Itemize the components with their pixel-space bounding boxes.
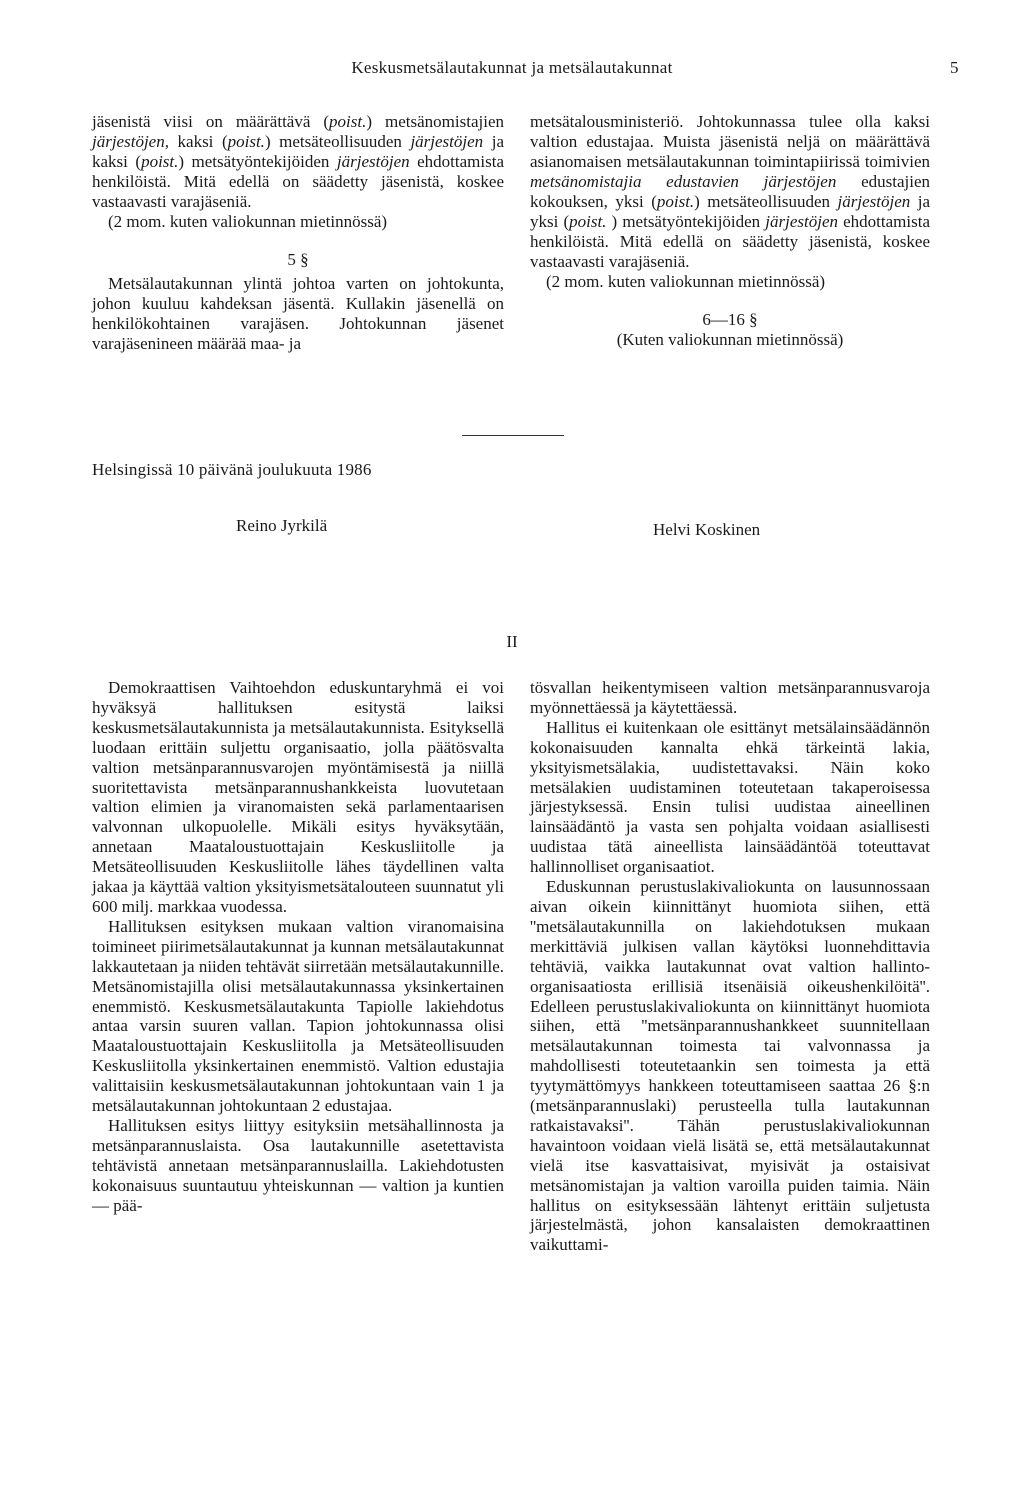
signature-reino-jyrkila: Reino Jyrkilä bbox=[236, 516, 328, 535]
page-number: 5 bbox=[950, 58, 959, 77]
paragraph: jäsenistä viisi on määrättävä (poist.) metsänomistajien järjestöjen, kaksi (poist.) metsäteollisuuden järjestöjen ja kaksi (poist.) metsätyöntekijöiden järjestöjen ehdottamista henkilöistä. Mitä edellä on säädetty jäsenistä, koskee vastaavasti varajäseniä. bbox=[92, 112, 504, 211]
signature-helvi-koskinen: Helvi Koskinen bbox=[653, 520, 761, 539]
divider-rule bbox=[462, 435, 564, 436]
upper-right-column bbox=[530, 112, 930, 350]
section-heading: 5 § bbox=[287, 250, 309, 269]
running-header-title: Keskusmetsälautakunnat ja metsälautakunnat bbox=[351, 58, 673, 77]
section-heading: 6—16 § bbox=[702, 310, 758, 329]
paragraph: Hallituksen esityksen mukaan valtion viranomaisina toimineet piirimetsälautakunnat ja kunnan metsälautakunnat lakkautetaan ja niiden tehtävät siirretään metsälautakunnille. Metsänomistajilla olisi metsälautakunnassa yksinkertainen enemmistö. Keskusmetsälautakunta Tapiolle lakiehdotus antaa varsin suuren vallan. Tapion johtokunnassa olisi Maataloustuottajain Keskusliitolla ja Metsäteollisuuden Keskusliitolla yksinkertainen enemmistö. Valtion edustajia valittaisiin keskusmetsälautakunnan johtokuntaan vain 1 ja metsälautakunnan johtokuntaan 2 edustajaa. bbox=[92, 916, 504, 1116]
lower-left-column bbox=[92, 678, 504, 1215]
paragraph: Metsälautakunnan ylintä johtoa varten on johtokunta, johon kuuluu kahdeksan jäsentä. Kullakin jäsenellä on henkilökohtainen varajäsen. Johtokunnan jäsenet varajäsenineen määrää maa- ja bbox=[92, 274, 504, 353]
paragraph: metsätalousministeriö. Johtokunnassa tulee olla kaksi valtion edustajaa. Muista jäsenistä neljä on määrättävä asianomaisen metsälautakunnan toimintapiirissä toimivien metsänomistajia edustavien järjestöjen edustajien kokouksen, yksi (poist.) metsäteollisuuden järjestöjen ja yksi (poist. ) metsätyöntekijöiden järjestöjen ehdottamista henkilöistä. Mitä edellä on säädetty jäsenistä, koskee vastaavasti varajäseniä. bbox=[530, 112, 931, 271]
place-date: Helsingissä 10 päivänä joulukuuta 1986 bbox=[92, 460, 372, 479]
section-numeral: II bbox=[506, 632, 518, 651]
lower-right-column bbox=[530, 678, 930, 1255]
paragraph: Demokraattisen Vaihtoehdon eduskuntaryhmä ei voi hyväksyä hallituksen esitystä laiksi keskusmetsälautakunnista ja metsälautakunnista. Esityksellä luodaan erittäin suljettu organisaatio, jolla päätösvalta valtion metsänparannusvarojen myöntämisestä ja niillä suoritettavista metsänparannushankkeista luovutetaan valtion elimien ja viranomaisten sekä parlamentaarisen valvonnan ulkopuolelle. Mikäli esitys hyväksytään, annetaan Maataloustuottajain Keskusliitolle ja Metsäteollisuuden Keskusliitolle lähes täydellinen valta jakaa ja käyttää valtion yksityismetsätalouteen suunnatut yli 600 milj. markkaa vuodessa. bbox=[92, 678, 504, 916]
paragraph: Hallitus ei kuitenkaan ole esittänyt metsälainsäädännön kokonaisuuden kannalta ehkä tärkeintä lakia, yksityismetsälakia, uudistettavaksi. Näin koko metsälakien uudistaminen toteutetaan takaperoisessa järjestyksessä. Ensin tulisi uudistaa aineellinen lainsäädäntö ja vasta sen pohjalta voidaan asiallisesti uudistaa tätä aineellista lainsäädäntöä toteuttavat hallinnolliset organisaatiot. bbox=[530, 717, 930, 877]
paragraph: Hallituksen esitys liittyy esityksiin metsähallinnosta ja metsänparannuslaista. Osa lautakunnille asetettavista tehtävistä annetaan metsänparannuslailla. Lakiehdotusten kokonaisuus suuntautuu yhteiskunnan — valtion ja kuntien — pää- bbox=[92, 1115, 504, 1215]
committee-note: (2 mom. kuten valiokunnan mietinnössä) bbox=[546, 272, 826, 291]
section-note: (Kuten valiokunnan mietinnössä) bbox=[616, 330, 844, 349]
paragraph: Eduskunnan perustuslakivaliokunta on lausunnossaan aivan oikein kiinnittänyt huomiota siihen, että ''metsälautakunnilla on lakiehdotuksen mukaan merkittäviä julkisen vallan käytöksi luonnehdittavia tehtäviä, vaikka lautakunnat ovat valtion hallinto-organisaatiosta erillisiä itsenäisiä oikeushenkilöitä''. Edelleen perustuslakivaliokunta on kiinnittänyt huomiota siihen, että ''metsänparannushankkeet suunnitellaan metsälautakunnan toimesta tai valvonnassa ja mahdollisesti toteutetaankin sen toimesta ja että tyytymättömyys hankkeen toteuttamiseen saattaa 26 §:n (metsänparannuslaki) perusteella tulla lautakunnan ratkaistavaksi''. Tähän perustuslakivaliokunnan havaintoon voidaan vielä lisätä se, että metsälautakunnat vielä itse kasvattaisivat, myisivät ja ostaisivat metsänomistajan ja valtion varoilla puiden taimia. Näin hallitus on esityksessään lähtenyt erittäin suljetusta järjestelmästä, johon kansalaisten demokraattinen vaikuttami- bbox=[530, 877, 930, 1255]
committee-note: (2 mom. kuten valiokunnan mietinnössä) bbox=[108, 212, 388, 231]
paragraph: tösvallan heikentymiseen valtion metsänparannusvaroja myönnettäessä ja käytettäessä. bbox=[530, 678, 930, 717]
upper-left-column bbox=[92, 112, 504, 354]
